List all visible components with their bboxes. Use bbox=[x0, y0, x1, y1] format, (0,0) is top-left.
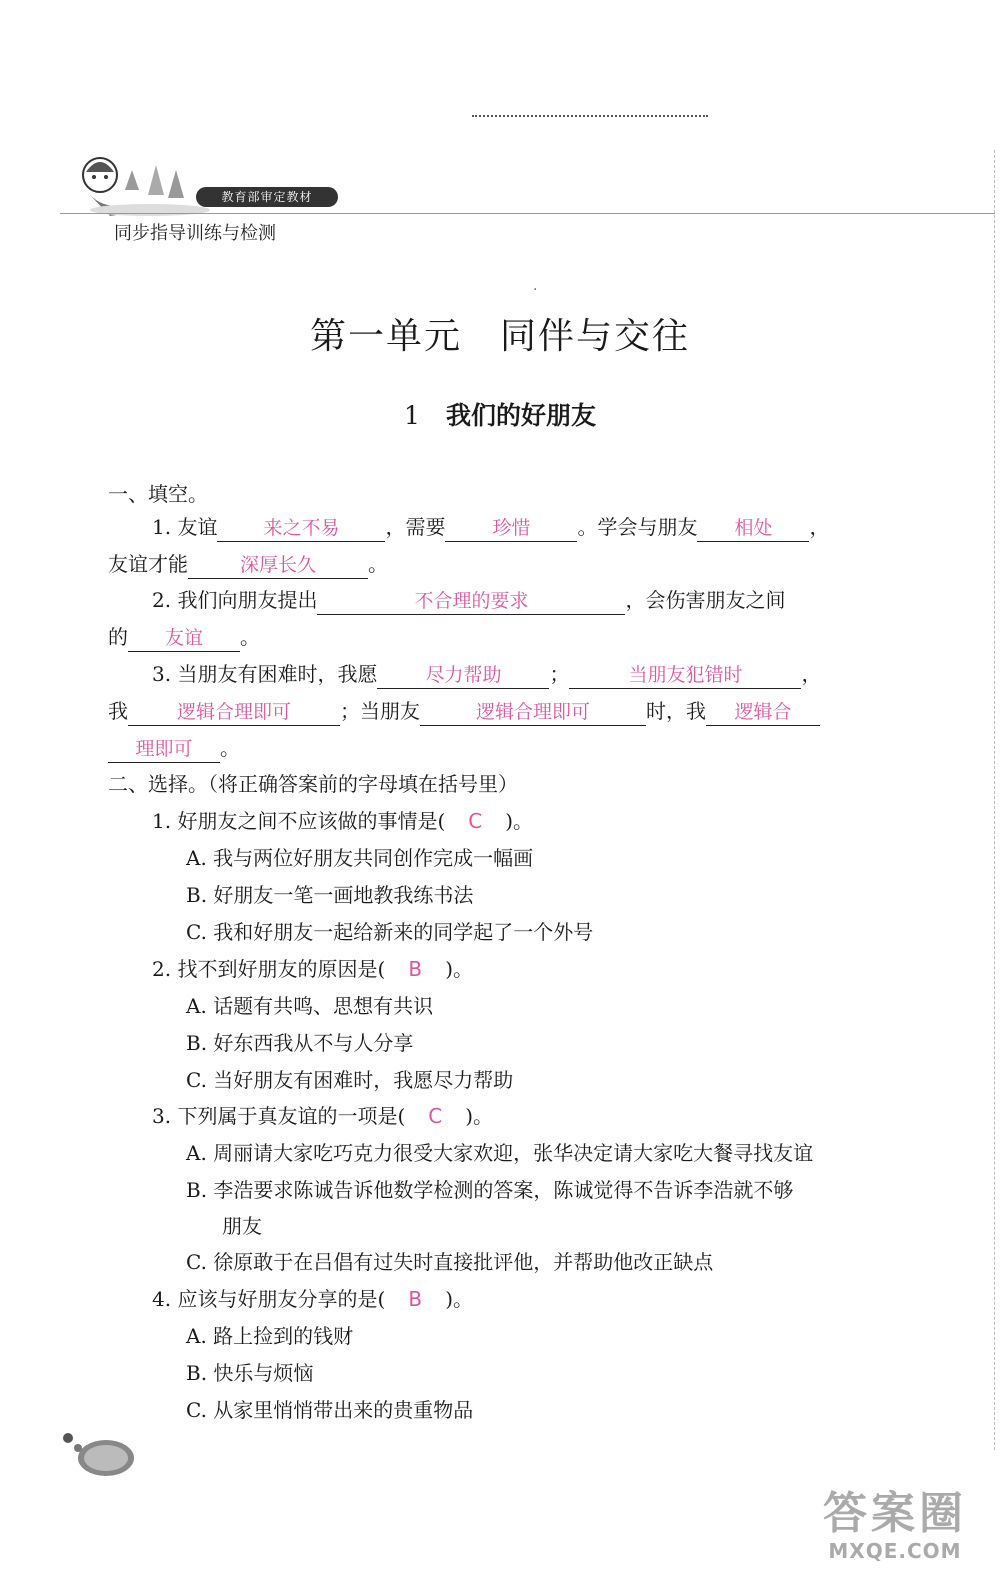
top-dotted-rule bbox=[472, 115, 708, 117]
choice-answer-4: B bbox=[408, 1287, 423, 1311]
header-banner: 教育部审定教材 bbox=[196, 187, 338, 207]
q1-line-2: 友谊才能 深厚长久 。 bbox=[108, 548, 388, 579]
choice-question-3: 3. 下列属于真友谊的一项是( C )。 bbox=[152, 1104, 494, 1128]
q3-line-3: 理即可 。 bbox=[108, 732, 240, 763]
lesson-name: 我们的好朋友 bbox=[445, 401, 596, 430]
q3-blank-5a: 逻辑合 bbox=[706, 700, 820, 726]
watermark-logo bbox=[800, 1488, 990, 1568]
choice-option-continued: 朋友 bbox=[222, 1214, 262, 1238]
q3-blank-2: 当朋友犯错时 bbox=[569, 663, 801, 689]
lesson-title bbox=[0, 396, 1000, 432]
choice-answer-2: B bbox=[408, 957, 423, 981]
choice-option: A. 话题有共鸣、思想有共识 bbox=[186, 994, 434, 1018]
q3-line-2: 我 逻辑合理即可 ；当朋友 逻辑合理即可 时，我 逻辑合 bbox=[108, 695, 820, 726]
choice-answer-1: C bbox=[468, 809, 483, 833]
q3-blank-3: 逻辑合理即可 bbox=[128, 700, 340, 726]
choice-question-1: 1. 好朋友之间不应该做的事情是( C )。 bbox=[152, 809, 534, 833]
choice-option: A. 我与两位好朋友共同创作完成一幅画 bbox=[186, 846, 534, 870]
q3-blank-4: 逻辑合理即可 bbox=[420, 700, 646, 726]
decorative-dot: · bbox=[533, 282, 538, 298]
choice-option: A. 周丽请大家吃巧克力很受大家欢迎，张华决定请大家吃大餐寻找友谊 bbox=[186, 1141, 814, 1165]
q1-line-1: 1. 友谊 来之不易 ，需要 珍惜 。学会与朋友 相处 ， bbox=[152, 511, 829, 542]
q3-line-1: 3. 当朋友有困难时，我愿 尽力帮助 ； 当朋友犯错时 ， bbox=[152, 658, 821, 689]
watermark-text: 答案圈 bbox=[823, 1488, 967, 1539]
unit-title bbox=[0, 308, 1000, 359]
choice-option: B. 李浩要求陈诚告诉他数学检测的答案，陈诚觉得不告诉李浩就不够 bbox=[186, 1178, 794, 1202]
q2-blank-2: 友谊 bbox=[128, 626, 240, 652]
q2-blank-1: 不合理的要求 bbox=[317, 589, 625, 615]
header-subtitle: 同步指导训练与检测 bbox=[114, 223, 276, 244]
q1-blank-3: 相处 bbox=[697, 516, 809, 542]
q3-blank-1: 尽力帮助 bbox=[377, 663, 549, 689]
choice-option: C. 从家里悄悄带出来的贵重物品 bbox=[186, 1398, 474, 1422]
lesson-number: 1 bbox=[404, 401, 420, 430]
section-heading-fill: 一、填空。 bbox=[108, 482, 208, 506]
q1-blank-2: 珍惜 bbox=[445, 516, 577, 542]
choice-option: B. 快乐与烦恼 bbox=[186, 1361, 314, 1385]
unit-name: 同伴与交往 bbox=[500, 316, 691, 357]
choice-option: C. 徐原敢于在吕倡有过失时直接批评他，并帮助他改正缺点 bbox=[186, 1250, 714, 1274]
choice-option: A. 路上捡到的钱财 bbox=[186, 1324, 354, 1348]
unit-number: 第一单元 bbox=[309, 316, 462, 357]
q2-line-1: 2. 我们向朋友提出 不合理的要求 ，会伤害朋友之间 bbox=[152, 584, 785, 615]
section-heading-choice: 二、选择。（将正确答案前的字母填在括号里） bbox=[108, 772, 518, 796]
header-cartoon-logo bbox=[70, 150, 340, 220]
q3-blank-5b: 理即可 bbox=[108, 737, 220, 763]
q1-blank-4: 深厚长久 bbox=[188, 553, 368, 579]
choice-option: B. 好朋友一笔一画地教我练书法 bbox=[186, 883, 474, 907]
watermark-url: MXQE.COM bbox=[828, 1539, 962, 1563]
choice-answer-3: C bbox=[428, 1104, 443, 1128]
choice-option: C. 我和好朋友一起给新来的同学起了一个外号 bbox=[186, 920, 594, 944]
choice-option: B. 好东西我从不与人分享 bbox=[186, 1031, 414, 1055]
choice-option: C. 当好朋友有困难时，我愿尽力帮助 bbox=[186, 1068, 514, 1092]
choice-question-2: 2. 找不到好朋友的原因是( B )。 bbox=[152, 957, 474, 981]
q1-blank-1: 来之不易 bbox=[217, 516, 385, 542]
header-rule bbox=[60, 213, 995, 214]
footer-page-decoration bbox=[58, 1428, 138, 1478]
choice-question-4: 4. 应该与好朋友分享的是( B )。 bbox=[152, 1287, 474, 1311]
q2-line-2: 的 友谊 。 bbox=[108, 621, 260, 652]
